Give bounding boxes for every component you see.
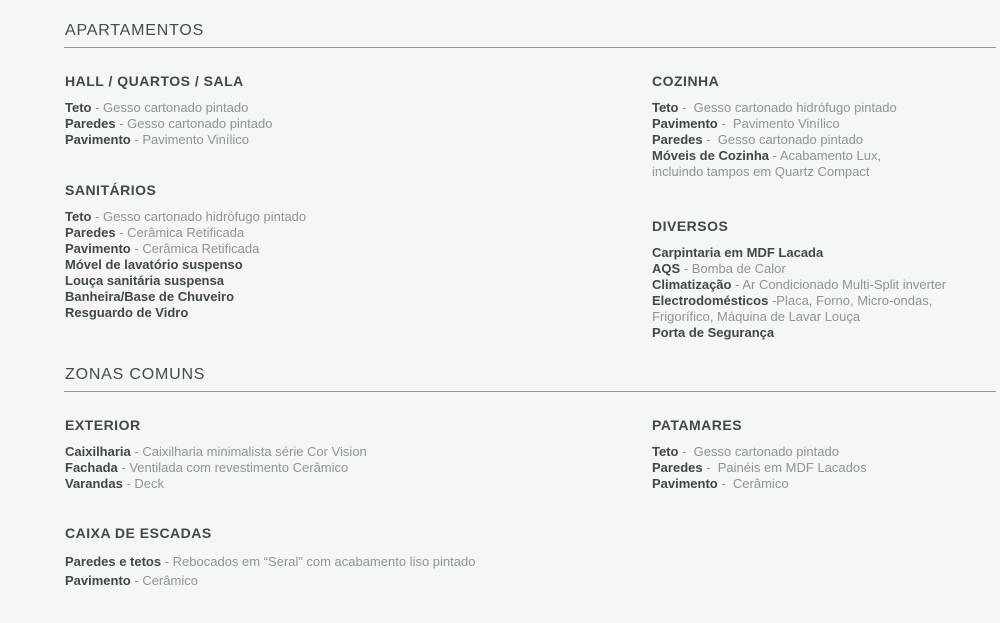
- block-diversos: [652, 218, 992, 341]
- spec-value: Placa, Forno, Micro-ondas,: [776, 293, 933, 308]
- spec-label: Teto: [65, 100, 92, 115]
- spec-label: Paredes e tetos: [65, 554, 162, 569]
- spec-separator: -: [130, 241, 143, 256]
- spec-line: [65, 571, 525, 590]
- spec-label: Paredes: [652, 460, 703, 475]
- section-title-apartamentos: APARTAMENTOS: [65, 22, 205, 39]
- spec-label: AQS: [652, 261, 681, 276]
- spec-separator: -: [680, 261, 692, 276]
- spec-separator: -: [130, 573, 143, 588]
- block-title: SANITÁRIOS: [65, 182, 157, 198]
- spec-label: Paredes: [652, 132, 703, 147]
- spec-value: Deck: [134, 476, 165, 491]
- spec-separator: -: [91, 100, 104, 115]
- spec-label: Pavimento: [65, 573, 131, 588]
- spec-label: Banheira/Base de Chuveiro: [65, 289, 235, 304]
- spec-separator: -: [678, 444, 694, 459]
- spec-line: [65, 100, 405, 116]
- spec-line: [652, 100, 992, 116]
- spec-label: Teto: [652, 100, 679, 115]
- spec-value: Cerâmico: [142, 573, 198, 588]
- spec-separator: -: [161, 554, 173, 569]
- spec-value: Gesso cartonado hidrófugo pintado: [693, 100, 897, 115]
- spec-value: Acabamento Lux,: [779, 148, 882, 163]
- spec-separator: -: [91, 209, 104, 224]
- spec-label: Paredes: [65, 116, 116, 131]
- spec-label: Louça sanitária suspensa: [65, 273, 224, 288]
- spec-label: Móvel de lavatório suspenso: [65, 257, 243, 272]
- spec-value: incluindo tampos em Quartz Compact: [652, 164, 870, 179]
- spec-label: Pavimento: [652, 476, 718, 491]
- spec-value: Ar Condicionado Multi-Split inverter: [742, 277, 947, 292]
- spec-line: [652, 164, 992, 180]
- spec-line: [652, 148, 992, 164]
- block-title: CAIXA DE ESCADAS: [65, 525, 212, 541]
- spec-label: Electrodomésticos: [652, 293, 769, 308]
- spec-line: [65, 460, 405, 476]
- spec-value: Pavimento Vinílico: [142, 132, 250, 147]
- spec-separator: -: [122, 476, 135, 491]
- spec-separator: -: [115, 225, 128, 240]
- spec-label: Pavimento: [65, 241, 131, 256]
- spec-line: [65, 132, 405, 148]
- spec-separator: -: [768, 293, 777, 308]
- spec-line: [65, 273, 405, 289]
- spec-label: Caixilharia: [65, 444, 131, 459]
- spec-separator: -: [678, 100, 694, 115]
- spec-line: [65, 257, 405, 273]
- spec-line: [65, 305, 405, 321]
- spec-line: [652, 476, 992, 492]
- spec-line: [65, 289, 405, 305]
- section-title-zonas-comuns: ZONAS COMUNS: [65, 366, 206, 383]
- block-exterior: [65, 417, 405, 492]
- spec-line: [65, 444, 405, 460]
- spec-value: Pavimento Vinílico: [732, 116, 840, 131]
- spec-label: Resguardo de Vidro: [65, 305, 189, 320]
- spec-line: [652, 325, 992, 341]
- block-title: COZINHA: [652, 73, 720, 89]
- spec-line: [652, 277, 992, 293]
- block-hall-quartos-sala: [65, 73, 405, 148]
- spec-value: Bomba de Calor: [691, 261, 786, 276]
- spec-line: [652, 116, 992, 132]
- spec-line: [652, 245, 992, 261]
- spec-label: Pavimento: [652, 116, 718, 131]
- spec-value: Cerâmica Retificada: [127, 225, 245, 240]
- spec-separator: -: [769, 148, 780, 163]
- spec-line: [652, 293, 992, 309]
- spec-line: [652, 132, 992, 148]
- spec-value: Gesso cartonado pintado: [693, 444, 839, 459]
- spec-separator: -: [117, 460, 130, 475]
- spec-value: Rebocados em “Seral” com acabamento liso pintado: [172, 554, 476, 569]
- block-sanitarios: [65, 182, 405, 321]
- spec-value: Ventilada com revestimento Cerâmico: [129, 460, 349, 475]
- spec-separator: -: [702, 460, 718, 475]
- spec-value: Gesso cartonado pintado: [717, 132, 864, 147]
- spec-separator: -: [702, 132, 718, 147]
- spec-line: [65, 225, 405, 241]
- block-patamares: [652, 417, 992, 492]
- section-divider: [64, 47, 996, 48]
- spec-label: Fachada: [65, 460, 118, 475]
- spec-line: [652, 261, 992, 277]
- spec-line: [65, 209, 405, 225]
- spec-line: [652, 309, 992, 325]
- spec-separator: -: [731, 277, 743, 292]
- block-title: DIVERSOS: [652, 218, 729, 234]
- block-title: HALL / QUARTOS / SALA: [65, 73, 244, 89]
- spec-line: [65, 476, 405, 492]
- spec-label: Carpintaria em MDF Lacada: [652, 245, 824, 260]
- spec-label: Porta de Segurança: [652, 325, 775, 340]
- spec-value: Gesso cartonado pintado: [103, 100, 249, 115]
- spec-label: Teto: [65, 209, 92, 224]
- spec-value: Gesso cartonado pintado: [127, 116, 273, 131]
- spec-label: Móveis de Cozinha: [652, 148, 770, 163]
- spec-value: Cerâmica Retificada: [142, 241, 260, 256]
- block-title: EXTERIOR: [65, 417, 141, 433]
- spec-separator: -: [130, 444, 143, 459]
- section-divider: [64, 391, 996, 392]
- spec-value: Cerâmico: [732, 476, 789, 491]
- spec-line: [65, 552, 525, 571]
- spec-value: Caixilharia minimalista série Cor Vision: [142, 444, 367, 459]
- spec-value: Frigorífico, Máquina de Lavar Louça: [652, 309, 861, 324]
- spec-line: [65, 116, 405, 132]
- spec-label: Pavimento: [65, 132, 131, 147]
- spec-label: Varandas: [65, 476, 123, 491]
- spec-separator: -: [717, 116, 733, 131]
- spec-label: Paredes: [65, 225, 116, 240]
- spec-line: [65, 241, 405, 257]
- spec-separator: -: [717, 476, 733, 491]
- spec-line: [652, 444, 992, 460]
- spec-separator: -: [130, 132, 143, 147]
- spec-value: Gesso cartonado hidrófugo pintado: [103, 209, 307, 224]
- block-title: PATAMARES: [652, 417, 743, 433]
- spec-label: Climatização: [652, 277, 732, 292]
- spec-line: [652, 460, 992, 476]
- spec-separator: -: [115, 116, 128, 131]
- spec-label: Teto: [652, 444, 679, 459]
- block-caixa-de-escadas: [65, 525, 525, 590]
- block-cozinha: [652, 73, 992, 180]
- spec-value: Painéis em MDF Lacados: [717, 460, 867, 475]
